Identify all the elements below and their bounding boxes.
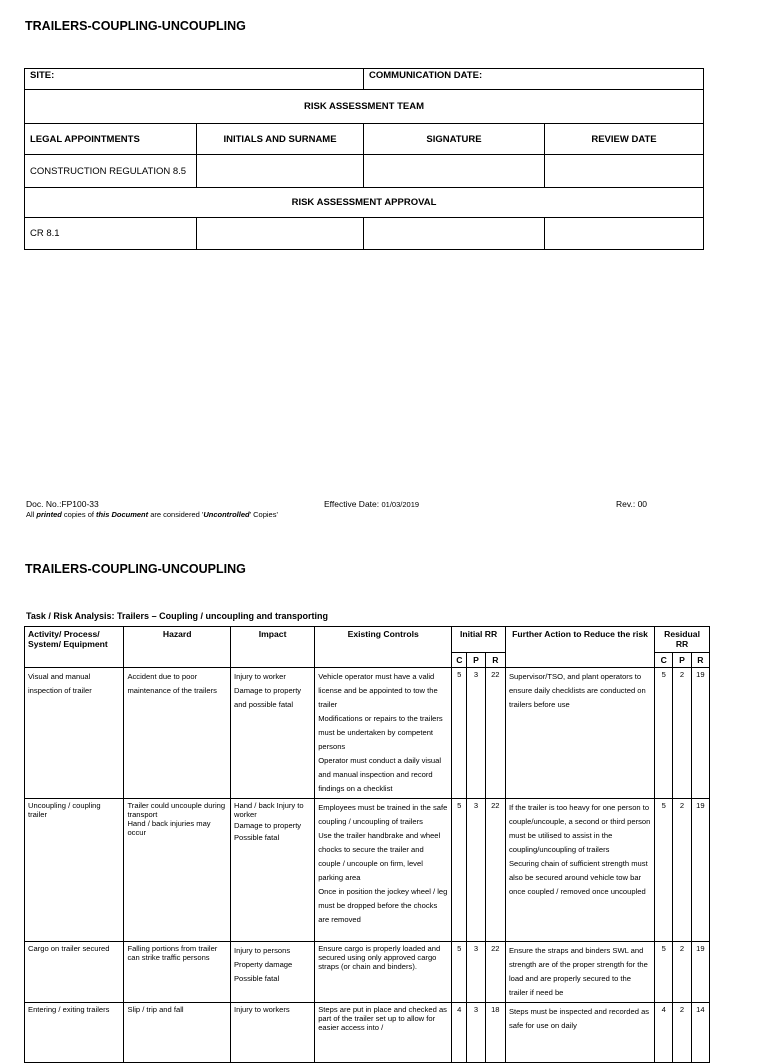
header-activity: Activity/ Process/ System/ Equipment	[25, 627, 124, 668]
header-initial-p: P	[467, 652, 485, 667]
controls-cell: Ensure cargo is properly loaded and secured using only approved cargo straps (or chain and binders).	[315, 941, 452, 1002]
initial-r: 22	[485, 667, 505, 798]
col-legal-appointments: LEGAL APPOINTMENTS	[25, 124, 197, 155]
impact-cell: Injury to worker Damage to property and possible fatal	[230, 667, 314, 798]
uncontrolled-copies-note: All printed copies of this Document are considered 'Uncontrolled' Copies'	[26, 510, 278, 519]
col-initials-surname: INITIALS AND SURNAME	[197, 124, 364, 155]
controls-cell: Vehicle operator must have a valid license and be appointed to tow the trailer Modifications or repairs to the trailers must be undertaken by competent persons Operator must conduct a daily visual and manual inspection and record findings on a checklist	[315, 667, 452, 798]
doc-number: Doc. No.:FP100-33	[26, 499, 99, 509]
communication-date-label: COMMUNICATION DATE:	[364, 69, 704, 90]
header-residual-c: C	[655, 652, 673, 667]
header-existing-controls: Existing Controls	[315, 627, 452, 668]
header-initial-c: C	[452, 652, 467, 667]
approval-row-review-date	[545, 218, 704, 250]
impact-cell: Injury to workers	[230, 1002, 314, 1062]
activity-cell: Entering / exiting trailers	[25, 1002, 124, 1062]
task-analysis-subtitle: Task / Risk Analysis: Trailers – Coupling / uncoupling and transporting	[26, 611, 329, 621]
residual-p: 2	[673, 798, 691, 941]
header-impact: Impact	[230, 627, 314, 668]
team-row-regulation: CONSTRUCTION REGULATION 8.5	[25, 155, 197, 188]
residual-p: 2	[673, 667, 691, 798]
effective-date: Effective Date: 01/03/2019	[324, 499, 420, 509]
initial-c: 5	[452, 667, 467, 798]
initial-p: 3	[467, 798, 485, 941]
residual-c: 5	[655, 798, 673, 941]
team-header: RISK ASSESSMENT TEAM	[25, 90, 704, 124]
initial-p: 3	[467, 941, 485, 1002]
further-action-cell: Steps must be inspected and recorded as safe for use on daily	[505, 1002, 654, 1062]
header-residual-r: R	[691, 652, 709, 667]
initial-r: 22	[485, 941, 505, 1002]
initial-r: 18	[485, 1002, 505, 1062]
residual-c: 5	[655, 941, 673, 1002]
hazard-cell: Accident due to poor maintenance of the trailers	[124, 667, 231, 798]
further-action-cell: Ensure the straps and binders SWL and strength are of the proper strength for the load and are properly secured to the trailer if need be	[505, 941, 654, 1002]
team-row-signature	[364, 155, 545, 188]
controls-cell: Steps are put in place and checked as part of the trailer set up to allow for easier access into /	[315, 1002, 452, 1062]
site-label: SITE:	[25, 69, 364, 90]
controls-cell: Employees must be trained in the safe coupling / uncoupling of trailers Use the trailer handbrake and wheel chocks to secure the trailer and couple / uncouple on firm, level parking area Once in position the jockey wheel / leg must be dropped before the chocks are removed	[315, 798, 452, 941]
header-further-action: Further Action to Reduce the risk	[505, 627, 654, 668]
residual-p: 2	[673, 1002, 691, 1062]
residual-c: 5	[655, 667, 673, 798]
initial-p: 3	[467, 1002, 485, 1062]
initial-r: 22	[485, 798, 505, 941]
residual-r: 19	[691, 667, 709, 798]
further-action-cell: Supervisor/TSO, and plant operators to ensure daily checklists are conducted on trailers before use	[505, 667, 654, 798]
impact-cell: Injury to persons Property damage Possible fatal	[230, 941, 314, 1002]
hazard-cell: Trailer could uncouple during transport Hand / back injuries may occur	[124, 798, 231, 941]
col-review-date: REVIEW DATE	[545, 124, 704, 155]
header-residual-rr: Residual RR	[655, 627, 710, 653]
initial-p: 3	[467, 667, 485, 798]
page-title: TRAILERS-COUPLING-UNCOUPLING	[25, 19, 246, 33]
approval-row-initials	[197, 218, 364, 250]
header-initial-rr: Initial RR	[452, 627, 506, 653]
approval-row-signature	[364, 218, 545, 250]
table-row	[25, 798, 710, 941]
activity-cell: Uncoupling / coupling trailer	[25, 798, 124, 941]
hazard-cell: Slip / trip and fall	[124, 1002, 231, 1062]
team-row-review-date	[545, 155, 704, 188]
approval-header: RISK ASSESSMENT APPROVAL	[25, 188, 704, 218]
activity-cell: Visual and manual inspection of trailer	[25, 667, 124, 798]
initial-c: 4	[452, 1002, 467, 1062]
risk-assessment-team-table	[24, 68, 704, 250]
initial-c: 5	[452, 941, 467, 1002]
col-signature: SIGNATURE	[364, 124, 545, 155]
further-action-cell: If the trailer is too heavy for one person to couple/uncouple, a second or third person must be utilised to assist in the coupling/uncoupling of trailers Securing chain of sufficient strength must also be secured around vehicle tow bar once coupled / removed once uncoupled	[505, 798, 654, 941]
team-row-initials	[197, 155, 364, 188]
risk-analysis-table	[24, 626, 710, 1063]
table-row	[25, 667, 710, 798]
residual-r: 14	[691, 1002, 709, 1062]
section-title: TRAILERS-COUPLING-UNCOUPLING	[25, 562, 246, 576]
initial-c: 5	[452, 798, 467, 941]
header-initial-r: R	[485, 652, 505, 667]
hazard-cell: Falling portions from trailer can strike traffic persons	[124, 941, 231, 1002]
residual-r: 19	[691, 941, 709, 1002]
revision: Rev.: 00	[616, 499, 648, 509]
approval-row-cr: CR 8.1	[25, 218, 197, 250]
table-row	[25, 941, 710, 1002]
residual-r: 19	[691, 798, 709, 941]
residual-c: 4	[655, 1002, 673, 1062]
table-row	[25, 1002, 710, 1062]
header-residual-p: P	[673, 652, 691, 667]
residual-p: 2	[673, 941, 691, 1002]
header-hazard: Hazard	[124, 627, 231, 668]
impact-cell: Hand / back Injury to worker Damage to property Possible fatal	[230, 798, 314, 941]
activity-cell: Cargo on trailer secured	[25, 941, 124, 1002]
